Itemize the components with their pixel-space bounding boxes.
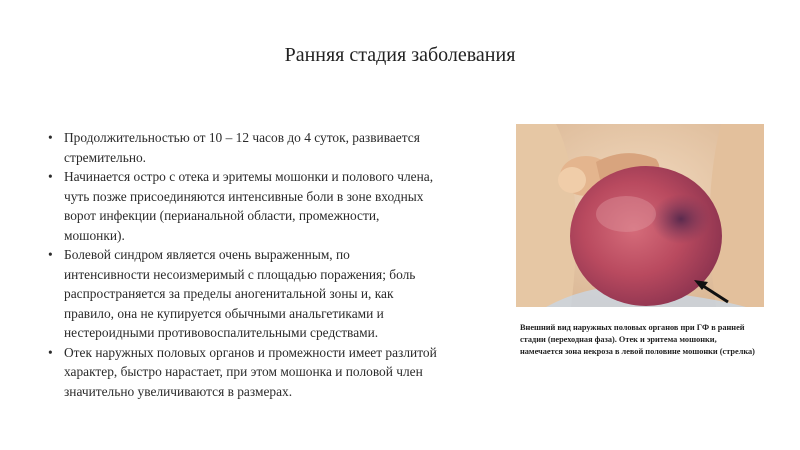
bullet-item-2: • Начинается остро с отека и эритемы мошонки и полового члена, чуть позже присоединяются интенсивные боли в зоне входных ворот инфекции (перианальной области, промежности, мошонки).	[48, 167, 438, 245]
photo-caption: Внешний вид наружных половых органов при ГФ в ранней стадии (переходная фаза). Отек и эритема мошонки, намечается зона некроза в левой половине мошонки (стрелка)	[520, 323, 755, 356]
bullet-item-4: • Отек наружных половых органов и промежности имеет разлитой характер, быстро нарастает, при этом мошонка и половой член значительно увеличиваются в размерах.	[48, 343, 438, 402]
clinical-photo-illustration	[516, 124, 764, 307]
clinical-photo	[516, 124, 764, 307]
bullet-list	[48, 128, 438, 401]
bullet-item-1: • Продолжительностью от 10 – 12 часов до 4 суток, развивается стремительно.	[48, 128, 438, 167]
slide-title: Ранняя стадия заболевания	[284, 44, 516, 66]
bullet-item-3: • Болевой синдром является очень выраженным, по интенсивности несоизмеримый с площадью поражения; боль распространяется за пределы аногенитальной зоны и, как правило, она не купируется обычными анальгетиками и нестероидными противовоспалительными средствами.	[48, 245, 438, 343]
